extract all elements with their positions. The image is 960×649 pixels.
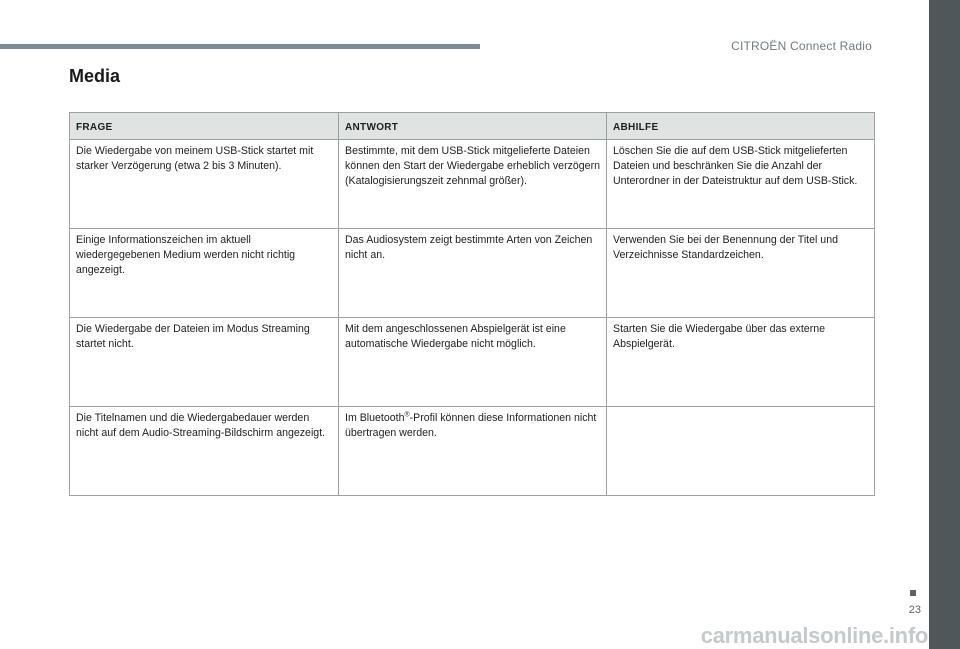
page-title: Media bbox=[69, 66, 121, 86]
page-marker-square bbox=[910, 590, 916, 596]
answer-cell: Mit dem angeschlossenen Abspielgerät ist eine automatische Wiedergabe nicht möglich. bbox=[338, 318, 606, 406]
header-rule bbox=[0, 44, 480, 49]
header-brand-text: CITROËN Connect Radio bbox=[731, 39, 872, 53]
faq-table bbox=[69, 112, 875, 496]
question-cell: Die Titelnamen und die Wiedergabedauer werden nicht auf dem Audio-Streaming-Bildschirm angezeigt. bbox=[76, 412, 326, 439]
header-frage: FRAGE bbox=[76, 122, 113, 133]
header-antwort: ANTWORT bbox=[338, 113, 606, 139]
answer-cell bbox=[338, 407, 606, 495]
registered-mark: ® bbox=[404, 411, 410, 419]
answer-text-before: Im Bluetooth bbox=[345, 412, 405, 424]
table-row bbox=[70, 317, 874, 406]
table-row bbox=[70, 406, 874, 495]
answer-cell: Bestimmte, mit dem USB-Stick mitgelieferte Dateien können den Start der Wiedergabe erheblich verzögern (Katalogisierungszeit zehnmal größer). bbox=[338, 140, 606, 228]
remedy-cell: Löschen Sie die auf dem USB-Stick mitgelieferten Dateien und beschränken Sie die Anzahl der Unterordner in der Dateistruktur auf dem USB-Stick. bbox=[606, 140, 874, 228]
remedy-cell: Starten Sie die Wiedergabe über das externe Abspielgerät. bbox=[606, 318, 874, 406]
question-cell: Die Wiedergabe der Dateien im Modus Streaming startet nicht. bbox=[76, 323, 310, 350]
page-number: 23 bbox=[908, 604, 921, 616]
watermark-text: carmanualsonline.info bbox=[700, 623, 928, 648]
question-cell: Die Wiedergabe von meinem USB-Stick startet mit starker Verzögerung (etwa 2 bis 3 Minuten). bbox=[76, 145, 314, 172]
header-abhilfe: ABHILFE bbox=[606, 113, 874, 139]
table-row bbox=[70, 228, 874, 317]
table-header-row bbox=[70, 113, 874, 139]
remedy-cell bbox=[606, 407, 874, 495]
question-cell: Einige Informationszeichen im aktuell wiedergegebenen Medium werden nicht richtig angezeigt. bbox=[76, 234, 296, 276]
remedy-cell: Verwenden Sie bei der Benennung der Titel und Verzeichnisse Standardzeichen. bbox=[606, 229, 874, 317]
side-bar bbox=[929, 0, 960, 649]
table-row bbox=[70, 139, 874, 228]
answer-text-after: -Profil können diese Informationen nicht übertragen werden. bbox=[345, 412, 597, 439]
answer-cell: Das Audiosystem zeigt bestimmte Arten von Zeichen nicht an. bbox=[338, 229, 606, 317]
